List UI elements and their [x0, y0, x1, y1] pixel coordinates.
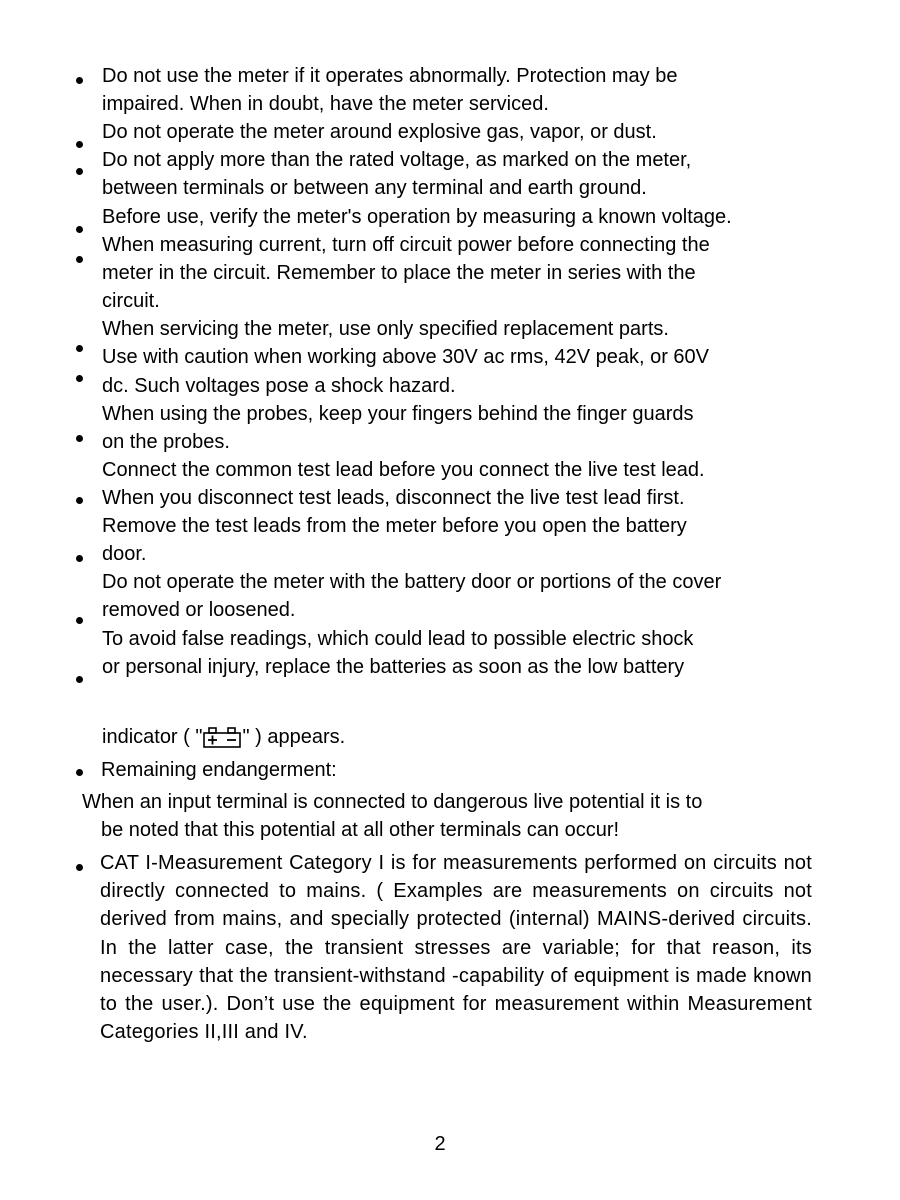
text-line: Do not use the meter if it operates abnormally. Protection may be — [102, 65, 678, 87]
indicator-text-before: indicator ( " — [102, 726, 203, 748]
indicator-line — [102, 723, 345, 751]
text-line: Do not apply more than the rated voltage, as marked on the meter, — [102, 149, 692, 171]
bullet — [76, 617, 83, 624]
low-battery-icon — [202, 725, 242, 749]
cat-paragraph: CAT I-Measurement Category I is for measurements performed on circuits not directly connected to mains. ( Examples are measurements on circuits not derived from mains, and specially protected (internal) MAINS-derived circuits. In the latter case, the transient stresses are variable; for that reason, its necessary that the transient-withstand -capability of equipment is made known to the user.). Don’t use the equipment for measurement within Measurement Categories II,III and IV. — [100, 852, 812, 1044]
warning-line: be noted that this potential at all other terminals can occur! — [101, 819, 620, 841]
text-line: When you disconnect test leads, disconnect the live test lead first. — [102, 487, 685, 509]
text-line: circuit. — [102, 290, 160, 312]
bullet — [76, 435, 83, 442]
text-line: Before use, verify the meter's operation by measuring a known voltage. — [102, 206, 732, 228]
text-line: dc. Such voltages pose a shock hazard. — [102, 375, 456, 397]
text-line: To avoid false readings, which could lead to possible electric shock — [102, 628, 694, 650]
bullet — [76, 226, 83, 233]
indicator-text-after: " ) appears. — [242, 726, 346, 748]
bullet — [76, 497, 83, 504]
bullet — [76, 345, 83, 352]
text-line: Connect the common test lead before you connect the live test lead. — [102, 459, 705, 481]
bullet — [76, 77, 83, 84]
text-line: removed or loosened. — [102, 599, 296, 621]
text-line: impaired. When in doubt, have the meter serviced. — [102, 93, 549, 115]
bullet — [76, 555, 83, 562]
text-line: Remove the test leads from the meter before you open the battery — [102, 515, 687, 537]
text-line: between terminals or between any terminal and earth ground. — [102, 177, 647, 199]
bullet — [76, 256, 83, 263]
text-line: on the probes. — [102, 431, 230, 453]
bullet — [76, 769, 83, 776]
text-line: Do not operate the meter with the battery door or portions of the cover — [102, 571, 722, 593]
text-line: When servicing the meter, use only specified replacement parts. — [102, 318, 669, 340]
text-line: Do not operate the meter around explosive gas, vapor, or dust. — [102, 121, 657, 143]
bullet — [76, 168, 83, 175]
bullet — [76, 676, 83, 683]
bullet — [76, 864, 83, 871]
text-line: or personal injury, replace the batteries as soon as the low battery — [102, 656, 685, 678]
bullet — [76, 141, 83, 148]
text-line: When using the probes, keep your fingers behind the finger guards — [102, 403, 694, 425]
page-number: 2 — [434, 1133, 446, 1155]
remaining-endangerment: Remaining endangerment: — [101, 759, 337, 781]
text-line: When measuring current, turn off circuit power before connecting the — [102, 234, 710, 256]
text-line: door. — [102, 543, 147, 565]
text-line: meter in the circuit. Remember to place the meter in series with the — [102, 262, 696, 284]
bullet — [76, 375, 83, 382]
warning-line: When an input terminal is connected to dangerous live potential it is to — [82, 791, 703, 813]
text-line: Use with caution when working above 30V ac rms, 42V peak, or 60V — [102, 346, 709, 368]
